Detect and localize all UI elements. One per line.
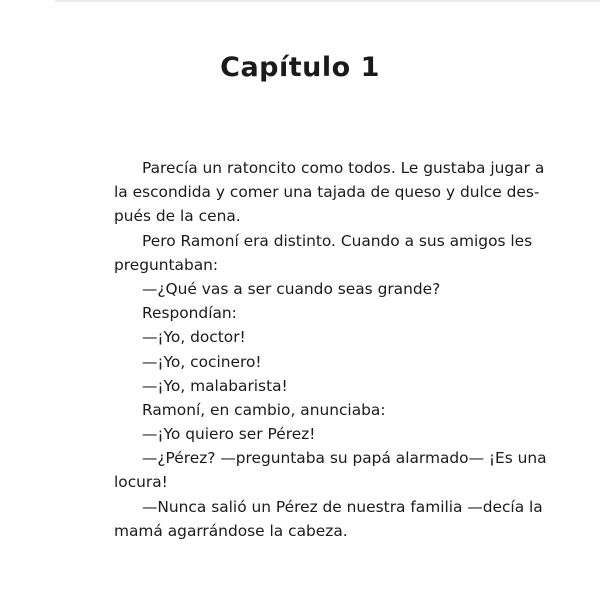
text-line: locura!	[114, 473, 168, 492]
dialogue-line: —¡Yo, doctor!	[142, 328, 246, 347]
text-line: mamá agarrándose la cabeza.	[114, 521, 348, 540]
text-line: Pero Ramoní era distinto. Cuando a sus amigos les	[142, 231, 533, 250]
dialogue-line: —¡Yo, malabarista!	[142, 376, 288, 395]
dialogue-line: —Nunca salió un Pérez de nuestra familia —decía la	[142, 497, 543, 516]
text-line: la escondida y comer una tajada de queso y dulce des-	[114, 183, 540, 202]
text-line: Parecía un ratoncito como todos. Le gustaba jugar a	[142, 159, 545, 177]
text-line: pués de la cena.	[114, 207, 241, 226]
dialogue-line: —¿Pérez? —preguntaba su papá alarmado— ¡Es una	[142, 449, 547, 468]
text-line: preguntaban:	[114, 255, 219, 274]
text-line: Ramoní, en cambio, anunciaba:	[142, 400, 386, 419]
chapter-body	[114, 156, 547, 543]
chapter-title: Capítulo 1	[220, 52, 380, 83]
dialogue-line: —¡Yo, cocinero!	[142, 352, 262, 371]
dialogue-line: —¡Yo quiero ser Pérez!	[142, 425, 316, 444]
text-line: Respondían:	[142, 304, 237, 323]
top-divider	[55, 0, 600, 2]
dialogue-line: —¿Qué vas a ser cuando seas grande?	[142, 279, 441, 298]
